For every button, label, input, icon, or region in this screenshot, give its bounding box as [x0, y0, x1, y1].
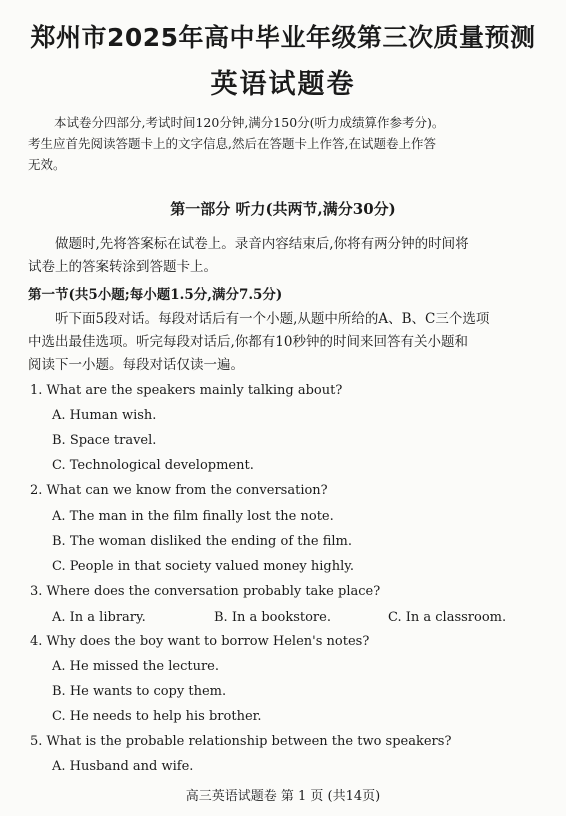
question-stem: 2. What can we know from the conversation?	[30, 483, 328, 498]
section1-intro-line-2: 中选出最佳选项。听完每段对话后,你都有10秒钟的时间来回答有关小题和	[28, 334, 468, 350]
option-b: B. The woman disliked the ending of the film.	[52, 534, 352, 549]
part1-intro	[28, 233, 548, 279]
part1-intro-line-1: 做题时,先将答案标在试卷上。录音内容结束后,你将有两分钟的时间将	[55, 236, 469, 252]
exam-notice	[28, 112, 543, 175]
exam-title: 郑州市2025年高中毕业年级第三次质量预测	[30, 23, 536, 52]
notice-line-1: 本试卷分四部分,考试时间120分钟,满分150分(听力成绩算作参考分)。	[54, 115, 445, 130]
section1-intro-line-1: 听下面5段对话。每段对话后有一个小题,从题中所给的A、B、C三个选项	[55, 311, 490, 327]
option-b: B. He wants to copy them.	[52, 684, 227, 699]
question-stem: 1. What are the speakers mainly talking about?	[30, 383, 343, 398]
question-stem: 4. Why does the boy want to borrow Helen's notes?	[30, 634, 370, 649]
option-c: C. He needs to help his brother.	[52, 709, 262, 724]
option-a: A. Husband and wife.	[52, 759, 194, 774]
section1-intro	[28, 308, 548, 377]
notice-line-3: 无效。	[28, 157, 66, 172]
question-stem: 5. What is the probable relationship between the two speakers?	[30, 734, 452, 749]
option-c: C. In a classroom.	[388, 610, 507, 625]
option-b: B. Space travel.	[52, 433, 157, 448]
notice-line-2: 考生应首先阅读答题卡上的文字信息,然后在答题卡上作答,在试题卷上作答	[28, 136, 436, 151]
option-c: C. Technological development.	[52, 458, 254, 473]
question-stem: 3. Where does the conversation probably take place?	[30, 584, 381, 599]
option-a: A. In a library.	[52, 610, 146, 625]
page-footer: 高三英语试题卷 第 1 页 (共14页)	[185, 789, 381, 804]
option-a: A. Human wish.	[52, 408, 157, 423]
option-c: C. People in that society valued money highly.	[52, 559, 355, 574]
part1-intro-line-2: 试卷上的答案转涂到答题卡上。	[28, 259, 217, 275]
exam-subtitle: 英语试题卷	[210, 69, 356, 100]
option-a: A. The man in the film finally lost the note.	[52, 509, 334, 524]
part1-title: 第一部分 听力(共两节,满分30分)	[170, 200, 396, 218]
section1-title: 第一节(共5小题;每小题1.5分,满分7.5分)	[28, 287, 283, 303]
option-b: B. In a bookstore.	[214, 610, 331, 625]
section1-intro-line-3: 阅读下一小题。每段对话仅读一遍。	[28, 357, 244, 373]
option-a: A. He missed the lecture.	[52, 659, 219, 674]
